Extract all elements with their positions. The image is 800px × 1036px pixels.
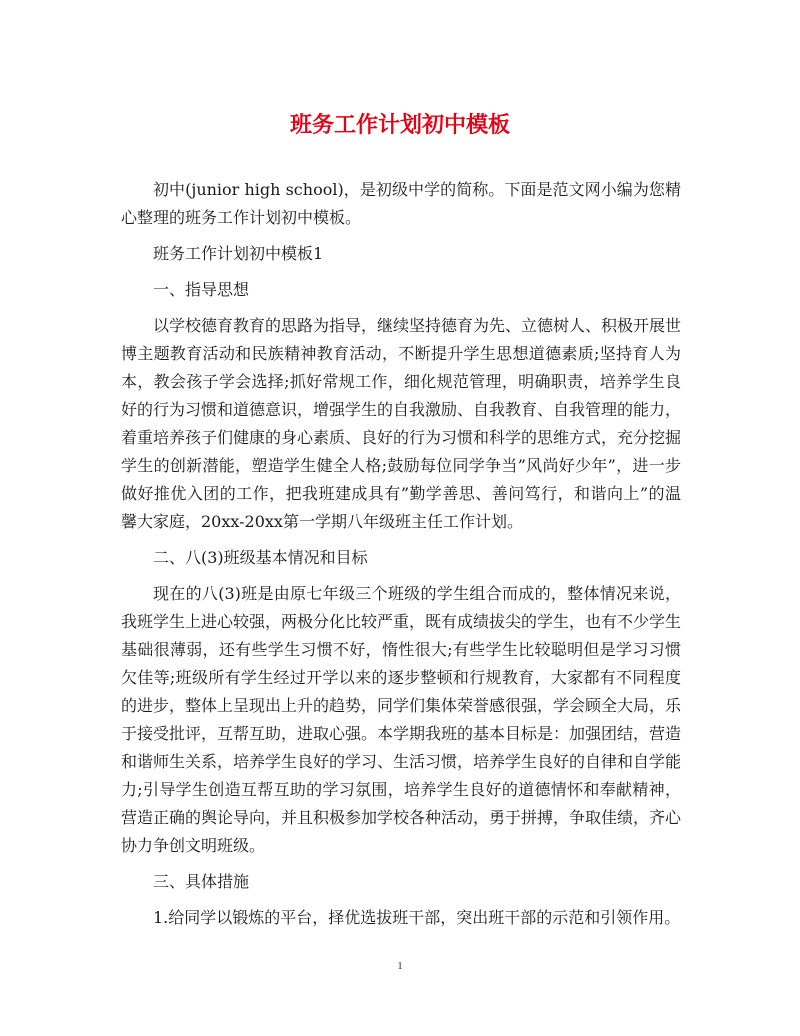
paragraph-class-situation: 现在的八(3)班是由原七年级三个班级的学生组合而成的，整体情况来说，我班学生上进心较强，两极分化比较严重，既有成绩拔尖的学生，也有不少学生基础很薄弱，还有些学生习惯不好，惰性很大;有些学生比较聪明但是学习习惯欠佳等;班级所有学生经过开学以来的逐步整顿和行规教育，大家都有不同程度的进步，整体上呈现出上升的趋势，同学们集体荣誉感很强，学会顾全大局，乐于接受批评，互帮互助，进取心强。本学期我班的基本目标是：加强团结，营造和谐师生关系，培养学生良好的学习、生活习惯，培养学生良好的自律和自学能力;引导学生创造互帮互助的学习氛围，培养学生良好的道德情怀和奉献精神，营造正确的舆论导向，并且积极参加学校各种活动，勇于拼搏，争取佳绩，齐心协力争创文明班级。 (121, 584, 682, 855)
heading-class-situation: 二、八(3)班级基本情况和目标 (153, 548, 368, 567)
document-title: 班务工作计划初中模板 (289, 112, 510, 138)
heading-guiding-ideology: 一、指导思想 (153, 280, 250, 299)
intro-paragraph: 初中(junior high school)，是初级中学的简称。下面是范文网小编为您精心整理的班务工作计划初中模板。 (121, 180, 681, 227)
heading-specific-measures: 三、具体措施 (153, 872, 250, 891)
document-body (121, 176, 681, 932)
paragraph-guiding-ideology: 以学校德育教育的思路为指导，继续坚持德育为先、立德树人、积极开展世博主题教育活动和民族精神教育活动，不断提升学生思想道德素质;坚持育人为本，教会孩子学会选择;抓好常规工作，细化规范管理，明确职责，培养学生良好的行为习惯和道德意识，增强学生的自我激励、自我教育、自我管理的能力，着重培养孩子们健康的身心素质、良好的行为习惯和科学的思维方式，充分挖掘学生的创新潜能，塑造学生健全人格;鼓励每位同学争当”风尚好少年”，进一步做好推优入团的工作，把我班建成具有”勤学善思、善问笃行，和谐向上”的温馨大家庭，20xx-20xx第一学期八年级班主任工作计划。 (121, 316, 682, 531)
page-number: 1 (397, 960, 403, 972)
section-title-template-1: 班务工作计划初中模板1 (153, 244, 324, 263)
paragraph-measure-1: 1.给同学以锻炼的平台，择优选拔班干部，突出班干部的示范和引领作用。 (153, 908, 681, 927)
